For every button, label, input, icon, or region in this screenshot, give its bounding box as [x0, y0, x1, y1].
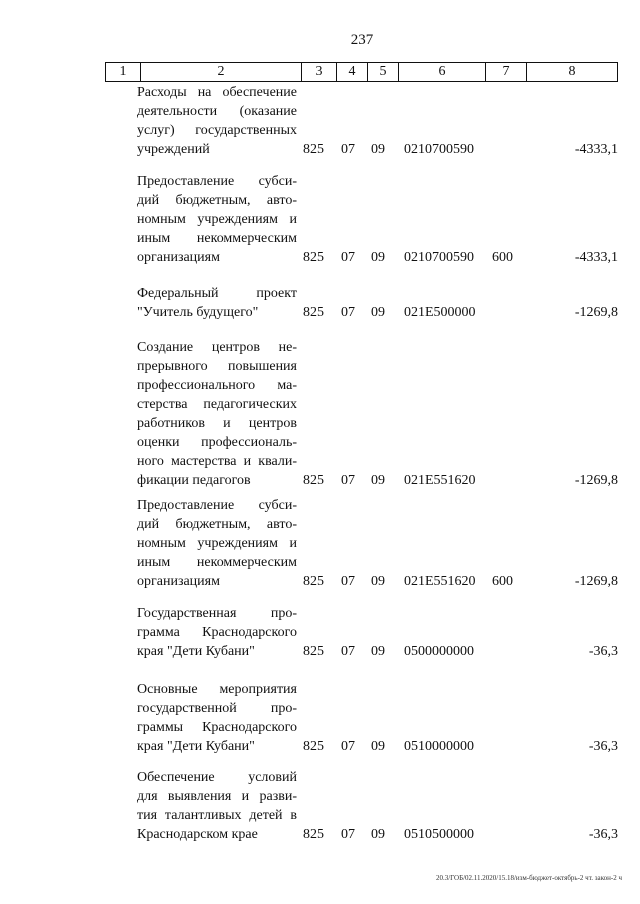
description-line: прерывного повышения: [137, 359, 297, 374]
column-header-7: 7: [486, 63, 527, 82]
description-line: услуг) государственных: [137, 123, 297, 138]
cell-c4: 07: [341, 739, 355, 754]
cell-c4: 07: [341, 305, 355, 320]
cell-c7: 600: [492, 574, 513, 589]
row-description: [137, 172, 297, 267]
cell-c5: 09: [371, 305, 385, 320]
description-line: оценки профессиональ-: [137, 435, 297, 450]
cell-c5: 09: [371, 473, 385, 488]
column-header-4: 4: [337, 63, 368, 82]
description-line: граммы Краснодарского: [137, 720, 297, 735]
column-header-2: 2: [141, 63, 302, 82]
cell-c6: 0510000000: [404, 739, 474, 754]
description-line: номным учреждениям и: [137, 212, 297, 227]
description-line: деятельности (оказание: [137, 104, 297, 119]
row-description: [137, 604, 297, 661]
cell-c3: 825: [303, 574, 324, 589]
row-description: [137, 768, 297, 844]
description-line: Краснодарском крае: [137, 827, 258, 842]
cell-c6: 0210700590: [404, 250, 474, 265]
description-line: "Учитель будущего": [137, 305, 259, 320]
description-line: Обеспечение условий: [137, 770, 297, 785]
cell-c4: 07: [341, 142, 355, 157]
description-line: Предоставление субси-: [137, 498, 297, 513]
description-line: дий бюджетным, авто-: [137, 193, 297, 208]
cell-c8: -1269,8: [574, 473, 618, 488]
row-description: [137, 496, 297, 591]
description-line: фикации педагогов: [137, 473, 251, 488]
cell-c8: -36,3: [588, 644, 618, 659]
cell-c3: 825: [303, 644, 324, 659]
cell-c6: 0210700590: [404, 142, 474, 157]
cell-c6: 021E500000: [404, 305, 476, 320]
description-line: организациям: [137, 574, 220, 589]
cell-c8: -4333,1: [574, 250, 618, 265]
column-header-6: 6: [399, 63, 486, 82]
description-line: Федеральный проект: [137, 286, 297, 301]
description-line: Предоставление субси-: [137, 174, 297, 189]
description-line: края "Дети Кубани": [137, 739, 255, 754]
cell-c6: 021E551620: [404, 473, 476, 488]
column-header-8: 8: [527, 63, 618, 82]
cell-c5: 09: [371, 827, 385, 842]
description-line: Государственная про-: [137, 606, 297, 621]
description-line: организациям: [137, 250, 220, 265]
cell-c5: 09: [371, 250, 385, 265]
description-line: номным учреждениям и: [137, 536, 297, 551]
column-header-3: 3: [302, 63, 337, 82]
description-line: учреждений: [137, 142, 210, 157]
column-header-5: 5: [368, 63, 399, 82]
description-line: ного мастерства и квали-: [137, 454, 297, 469]
cell-c5: 09: [371, 142, 385, 157]
cell-c3: 825: [303, 473, 324, 488]
description-line: Создание центров не-: [137, 340, 297, 355]
description-line: края "Дети Кубани": [137, 644, 255, 659]
row-description: [137, 284, 297, 322]
cell-c8: -4333,1: [574, 142, 618, 157]
cell-c7: 600: [492, 250, 513, 265]
description-line: иным некоммерческим: [137, 231, 297, 246]
cell-c5: 09: [371, 574, 385, 589]
document-footer: 20.3/ГОБ/02.11.2020/15.18/изм-бюджет-октябрь-2 чт. закон-2 ч: [435, 874, 622, 882]
description-line: Расходы на обеспечение: [137, 85, 297, 100]
row-description: [137, 83, 297, 159]
cell-c4: 07: [341, 644, 355, 659]
page-number: 237: [350, 32, 374, 48]
description-line: Основные мероприятия: [137, 682, 297, 697]
description-line: тия талантливых детей в: [137, 808, 297, 823]
cell-c4: 07: [341, 250, 355, 265]
description-line: работников и центров: [137, 416, 297, 431]
description-line: грамма Краснодарского: [137, 625, 297, 640]
cell-c3: 825: [303, 739, 324, 754]
description-line: иным некоммерческим: [137, 555, 297, 570]
description-line: для выявления и разви-: [137, 789, 297, 804]
column-header-1: 1: [106, 63, 141, 82]
cell-c3: 825: [303, 142, 324, 157]
description-line: государственной про-: [137, 701, 297, 716]
cell-c6: 0510500000: [404, 827, 474, 842]
cell-c3: 825: [303, 305, 324, 320]
cell-c3: 825: [303, 250, 324, 265]
cell-c6: 021E551620: [404, 574, 476, 589]
cell-c4: 07: [341, 473, 355, 488]
cell-c8: -36,3: [588, 739, 618, 754]
cell-c8: -1269,8: [574, 305, 618, 320]
description-line: стерства педагогических: [137, 397, 297, 412]
cell-c3: 825: [303, 827, 324, 842]
cell-c5: 09: [371, 739, 385, 754]
column-header-row: [105, 62, 618, 82]
row-description: [137, 338, 297, 490]
description-line: дий бюджетным, авто-: [137, 517, 297, 532]
cell-c5: 09: [371, 644, 385, 659]
description-line: профессионального ма-: [137, 378, 297, 393]
cell-c8: -1269,8: [574, 574, 618, 589]
cell-c6: 0500000000: [404, 644, 474, 659]
row-description: [137, 680, 297, 756]
cell-c8: -36,3: [588, 827, 618, 842]
cell-c4: 07: [341, 827, 355, 842]
cell-c4: 07: [341, 574, 355, 589]
